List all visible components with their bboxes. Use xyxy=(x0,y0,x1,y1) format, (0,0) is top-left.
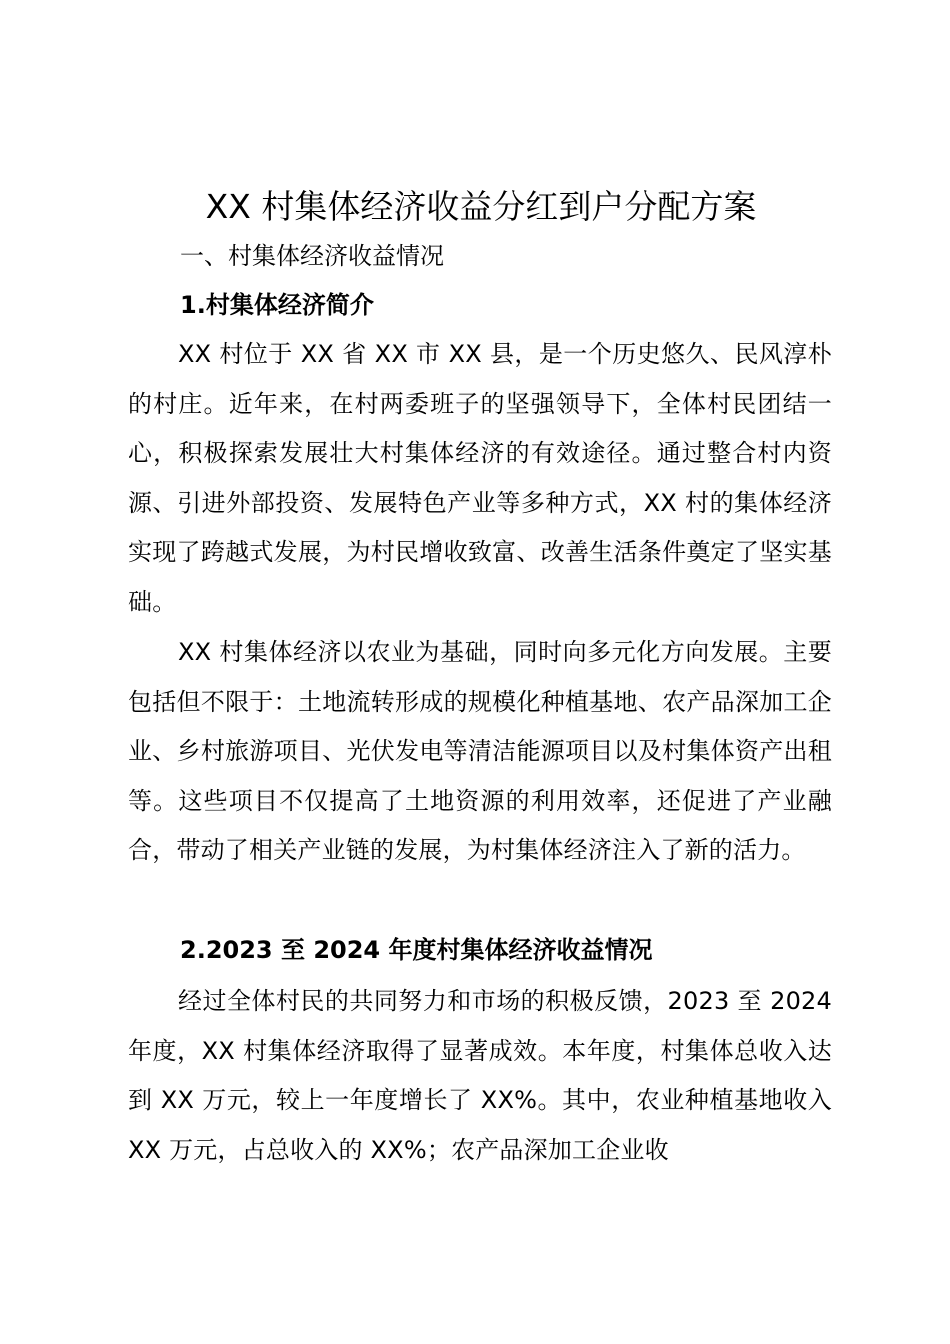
document-title: XX 村集体经济收益分红到户分配方案 xyxy=(205,187,757,226)
paragraph-annual-income: 经过全体村民的共同努力和市场的积极反馈，2023 至 2024 年度，XX 村集体经济取得了显著成效。本年度，村集体总收入达到 XX 万元，较上一年度增长了 XX%。其中，农业种植基地收入 XX 万元，占总收入的 XX%；农产品深加工企业收 xyxy=(128,987,832,1164)
section-heading-income-overview: 一、村集体经济收益情况 xyxy=(180,242,444,270)
subsection-heading-annual-income: 2.2023 至 2024 年度村集体经济收益情况 xyxy=(180,936,653,964)
paragraph-village-intro: XX 村位于 XX 省 XX 市 XX 县，是一个历史悠久、民风淳朴的村庄。近年来，在村两委班子的坚强领导下，全体村民团结一心，积极探索发展壮大村集体经济的有效途径。通过整合村内资源、引进外部投资、发展特色产业等多种方式，XX 村的集体经济实现了跨越式发展，为村民增收致富、改善生活条件奠定了坚实基础。 xyxy=(128,340,832,616)
subsection-heading-economy-intro: 1.村集体经济简介 xyxy=(180,291,374,319)
paragraph-economy-structure: XX 村集体经济以农业为基础，同时向多元化方向发展。主要包括但不限于：土地流转形成的规模化种植基地、农产品深加工企业、乡村旅游项目、光伏发电等清洁能源项目以及村集体资产出租等。这些项目不仅提高了土地资源的利用效率，还促进了产业融合，带动了相关产业链的发展，为村集体经济注入了新的活力。 xyxy=(128,638,832,865)
